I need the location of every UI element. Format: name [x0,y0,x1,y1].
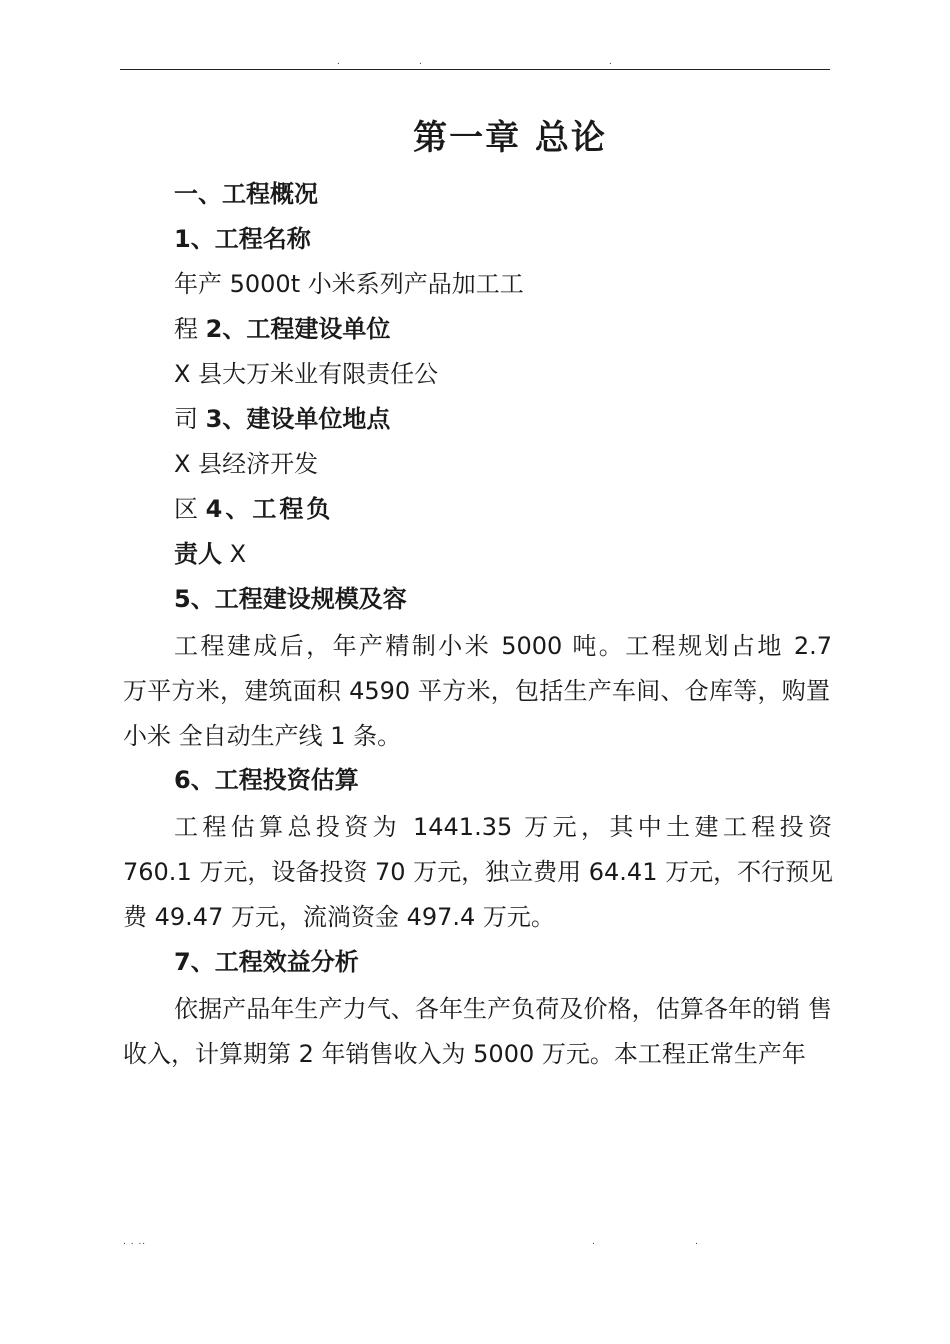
subsection-heading: 3、建设单位地点 [205,405,391,433]
body-line [174,313,390,345]
subsection-heading: 5、工程建设规模及容 [174,585,407,613]
body-line [174,493,333,525]
body-text: 区 [174,495,206,523]
footer-dot: . [592,1237,595,1247]
header-dot: . [337,57,340,67]
header-rule [120,69,830,70]
body-line [174,538,246,570]
body-line: 760.1 万元，设备投资 70 万元，独立费用 64.41 万元，不行预见 [123,858,834,886]
chapter-title: 第一章 总论 [413,118,607,158]
body-line: 万平方米，建筑面积 4590 平方米，包括生产车间、仓库等，购置 [123,677,830,705]
body-line: 收入，计算期第 2 年销售收入为 5000 万元。本工程正常生产年 [123,1040,806,1068]
body-line [174,403,390,435]
body-line: 工程建成后，年产精制小米 5000 吨。工程规划占地 2.7 [174,632,832,660]
body-line: 费 49.47 万元，流淌资金 497.4 万元。 [123,903,555,931]
subsection-heading: 4、工程负 [205,495,334,523]
body-text: X [222,540,247,568]
body-text: 司 [174,405,206,433]
header-dot: . [609,57,612,67]
header-dot: . [419,57,422,67]
footer-dots: . . .. [123,1237,147,1247]
footer-dot: . [695,1237,698,1247]
subsection-heading: 7、工程效益分析 [174,948,359,976]
body-line: X 县大万米业有限责任公 [174,360,439,388]
section-heading: 一、工程概况 [174,180,318,208]
body-line: 依据产品年生产力气、各年生产负荷及价格，估算各年的销 售 [174,995,832,1023]
subsection-heading: 1、工程名称 [174,225,311,253]
body-line: 小米 全自动生产线 1 条。 [123,722,402,750]
subsection-heading: 责人 [174,540,222,568]
subsection-heading: 2、工程建设单位 [205,315,391,343]
body-line: X 县经济开发 [174,450,319,478]
body-line: 工程估算总投资为 1441.35 万元，其中土建工程投资 [174,813,832,841]
subsection-heading: 6、工程投资估算 [174,766,359,794]
body-line: 年产 5000t 小米系列产品加工工 [174,270,524,298]
body-text: 程 [174,315,206,343]
